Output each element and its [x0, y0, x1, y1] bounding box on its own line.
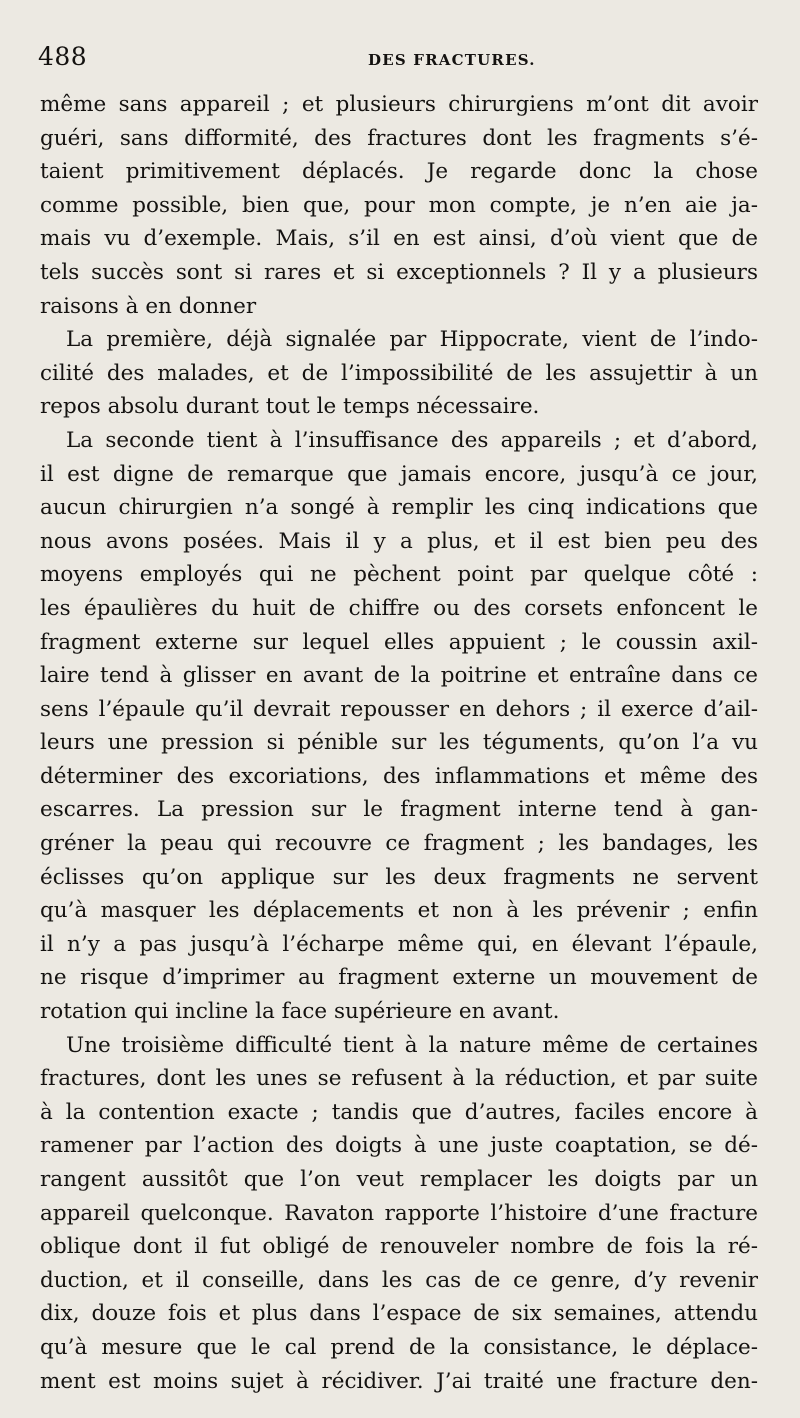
text-line: raisons à en donner: [40, 293, 257, 319]
text-line: fractures, dont les unes se refusent à la réduction, et par suite: [40, 1066, 758, 1092]
text-line: qu’à mesure que le cal prend de la consistance, le déplace-: [40, 1334, 758, 1360]
text-line: qu’à masquer les déplacements et non à les prévenir ; enfin: [40, 898, 758, 924]
page-number: 488: [38, 42, 88, 71]
text-line: taient primitivement déplacés. Je regarde donc la chose: [40, 159, 758, 185]
text-line: sens l’épaule qu’il devrait repousser en dehors ; il exerce d’ail-: [40, 696, 758, 722]
paragraph-start-line: Une troisième difficulté tient à la nature même de certaines: [66, 1032, 758, 1058]
text-line: ment est moins sujet à récidiver. J’ai traité une fracture den-: [40, 1368, 758, 1394]
text-line: ramener par l’action des doigts à une juste coaptation, se dé-: [40, 1133, 758, 1159]
text-line: laire tend à glisser en avant de la poitrine et entraîne dans ce: [40, 663, 758, 689]
text-line: rangent aussitôt que l’on veut remplacer les doigts par un: [40, 1167, 758, 1192]
text-line: mais vu d’exemple. Mais, s’il en est ainsi, d’où vient que de: [40, 226, 758, 252]
running-head: DES FRACTURES.: [368, 51, 536, 69]
paragraph-start-line: La seconde tient à l’insuffisance des appareils ; et d’abord,: [66, 427, 758, 453]
text-line: escarres. La pression sur le fragment interne tend à gan-: [40, 797, 758, 823]
text-line: gréner la peau qui recouvre ce fragment ; les bandages, les: [40, 831, 758, 857]
text-line: appareil quelconque. Ravaton rapporte l’histoire d’une fracture: [40, 1200, 758, 1226]
text-line: ne risque d’imprimer au fragment externe un mouvement de: [40, 965, 758, 991]
text-line: tels succès sont si rares et si exceptionnels ? Il y a plusieurs: [40, 259, 758, 285]
text-line: duction, et il conseille, dans les cas de ce genre, d’y revenir: [40, 1267, 758, 1293]
text-line: éclisses qu’on applique sur les deux fragments ne servent: [40, 864, 758, 890]
text-line: les épaulières du huit de chiffre ou des corsets enfoncent le: [40, 595, 758, 621]
text-line: guéri, sans difformité, des fractures dont les fragments s’é-: [40, 125, 758, 151]
text-line: nous avons posées. Mais il y a plus, et il est bien peu des: [40, 528, 758, 554]
text-line: repos absolu durant tout le temps nécessaire.: [40, 394, 540, 420]
text-line: leurs une pression si pénible sur les téguments, qu’on l’a vu: [40, 730, 758, 756]
text-line: comme possible, bien que, pour mon compte, je n’en aie ja-: [40, 192, 758, 218]
text-line: rotation qui incline la face supérieure en avant.: [40, 999, 560, 1025]
text-line: oblique dont il fut obligé de renouveler nombre de fois la ré-: [40, 1234, 758, 1260]
text-line: moyens employés qui ne pèchent point par quelque côté :: [40, 562, 758, 588]
text-line: dix, douze fois et plus dans l’espace de six semaines, attendu: [40, 1301, 758, 1327]
text-line: il n’y a pas jusqu’à l’écharpe même qui, en élevant l’épaule,: [40, 931, 758, 957]
body-text: [40, 88, 758, 1398]
page-header: [38, 40, 758, 74]
text-line: à la contention exacte ; tandis que d’autres, faciles encore à: [40, 1099, 758, 1125]
text-line: déterminer des excoriations, des inflammations et même des: [40, 763, 758, 789]
text-line: fragment externe sur lequel elles appuient ; le coussin axil-: [40, 629, 758, 655]
paragraph-start-line: La première, déjà signalée par Hippocrate, vient de l’indo-: [66, 327, 758, 353]
text-line: aucun chirurgien n’a songé à remplir les cinq indications que: [40, 495, 758, 521]
text-line: même sans appareil ; et plusieurs chirurgiens m’ont dit avoir: [40, 92, 758, 117]
text-line: cilité des malades, et de l’impossibilité de les assujettir à un: [40, 360, 758, 386]
text-line: il est digne de remarque que jamais encore, jusqu’à ce jour,: [40, 461, 758, 487]
